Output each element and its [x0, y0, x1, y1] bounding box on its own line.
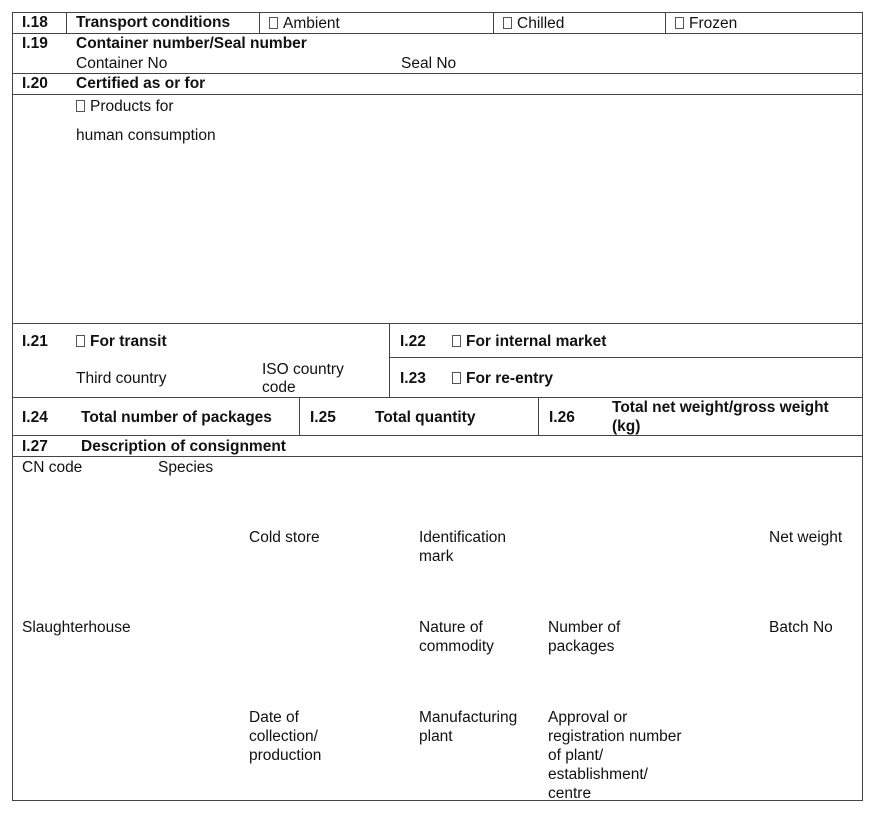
i27-code: I.27	[22, 438, 48, 455]
i26-title-2: (kg)	[612, 418, 641, 435]
cell-divider	[665, 12, 666, 34]
cn-code-label: CN code	[22, 459, 83, 476]
i25-title: Total quantity	[375, 409, 476, 426]
iso-code-label-2: code	[262, 379, 296, 396]
ambient-label: Ambient	[283, 15, 340, 32]
row-divider	[12, 94, 863, 95]
human-consumption-checkbox[interactable]	[76, 100, 85, 112]
i18-code: I.18	[22, 14, 48, 31]
approval-number-label-1: Approval or	[548, 709, 628, 726]
manufacturing-plant-label-1: Manufacturing	[419, 709, 518, 726]
cold-store-label: Cold store	[249, 529, 320, 546]
row-divider	[12, 435, 863, 436]
number-of-packages-label-2: packages	[548, 638, 615, 655]
re-entry-option[interactable]	[452, 369, 553, 388]
internal-market-checkbox[interactable]	[452, 335, 461, 347]
row-divider	[12, 323, 863, 324]
slaughterhouse-label: Slaughterhouse	[22, 619, 131, 636]
i26-title-1: Total net weight/gross weight	[612, 399, 829, 416]
date-of-collection-label-1: Date of	[249, 709, 299, 726]
cell-divider	[299, 397, 300, 436]
re-entry-label: For re-entry	[466, 370, 553, 387]
i21-code: I.21	[22, 333, 48, 350]
approval-number-label-3: of plant/	[548, 747, 604, 764]
nature-of-commodity-label-1: Nature of	[419, 619, 483, 636]
human-consumption-label-1: Products for	[90, 98, 174, 115]
transit-label: For transit	[90, 333, 167, 350]
species-label: Species	[158, 459, 214, 476]
human-consumption-option[interactable]	[76, 97, 174, 116]
i27-title: Description of consignment	[81, 438, 286, 455]
approval-number-label-4: establishment/	[548, 766, 648, 783]
identification-mark-label-1: Identification	[419, 529, 507, 546]
human-consumption-label-2: human consumption	[76, 127, 216, 144]
i23-code: I.23	[400, 370, 426, 387]
chilled-label: Chilled	[517, 15, 565, 32]
identification-mark-label-2: mark	[419, 548, 454, 565]
i18-title: Transport conditions	[76, 14, 231, 31]
i24-title: Total number of packages	[81, 409, 272, 426]
approval-number-label-5: centre	[548, 785, 592, 802]
cell-divider	[66, 12, 67, 34]
nature-of-commodity-label-2: commodity	[419, 638, 494, 655]
transit-option[interactable]	[76, 332, 167, 351]
transit-checkbox[interactable]	[76, 335, 85, 347]
chilled-checkbox[interactable]	[503, 17, 512, 29]
cell-divider	[538, 397, 539, 436]
manufacturing-plant-label-2: plant	[419, 728, 453, 745]
i20-code: I.20	[22, 75, 48, 92]
internal-market-option[interactable]	[452, 332, 606, 351]
cell-divider	[389, 323, 390, 398]
cell-divider	[493, 12, 494, 34]
i19-title: Container number/Seal number	[76, 35, 307, 52]
internal-market-label: For internal market	[466, 333, 607, 350]
net-weight-label: Net weight	[769, 529, 843, 546]
i20-title: Certified as or for	[76, 75, 206, 92]
number-of-packages-label-1: Number of	[548, 619, 621, 636]
frozen-option[interactable]	[675, 14, 737, 33]
date-of-collection-label-2: collection/	[249, 728, 318, 745]
re-entry-checkbox[interactable]	[452, 372, 461, 384]
container-no-label: Container No	[76, 55, 168, 72]
cell-divider	[259, 12, 260, 34]
frozen-label: Frozen	[689, 15, 738, 32]
row-divider	[12, 456, 863, 457]
ambient-checkbox[interactable]	[269, 17, 278, 29]
frozen-checkbox[interactable]	[675, 17, 684, 29]
i22-code: I.22	[400, 333, 426, 350]
i24-code: I.24	[22, 409, 48, 426]
chilled-option[interactable]	[503, 14, 564, 33]
seal-no-label: Seal No	[401, 55, 457, 72]
ambient-option[interactable]	[269, 14, 340, 33]
iso-code-label-1: ISO country	[262, 361, 344, 378]
approval-number-label-2: registration number	[548, 728, 682, 745]
row-divider	[389, 357, 863, 358]
batch-no-label: Batch No	[769, 619, 833, 636]
i25-code: I.25	[310, 409, 336, 426]
date-of-collection-label-3: production	[249, 747, 322, 764]
i19-code: I.19	[22, 35, 48, 52]
i26-code: I.26	[549, 409, 575, 426]
third-country-label: Third country	[76, 370, 167, 387]
